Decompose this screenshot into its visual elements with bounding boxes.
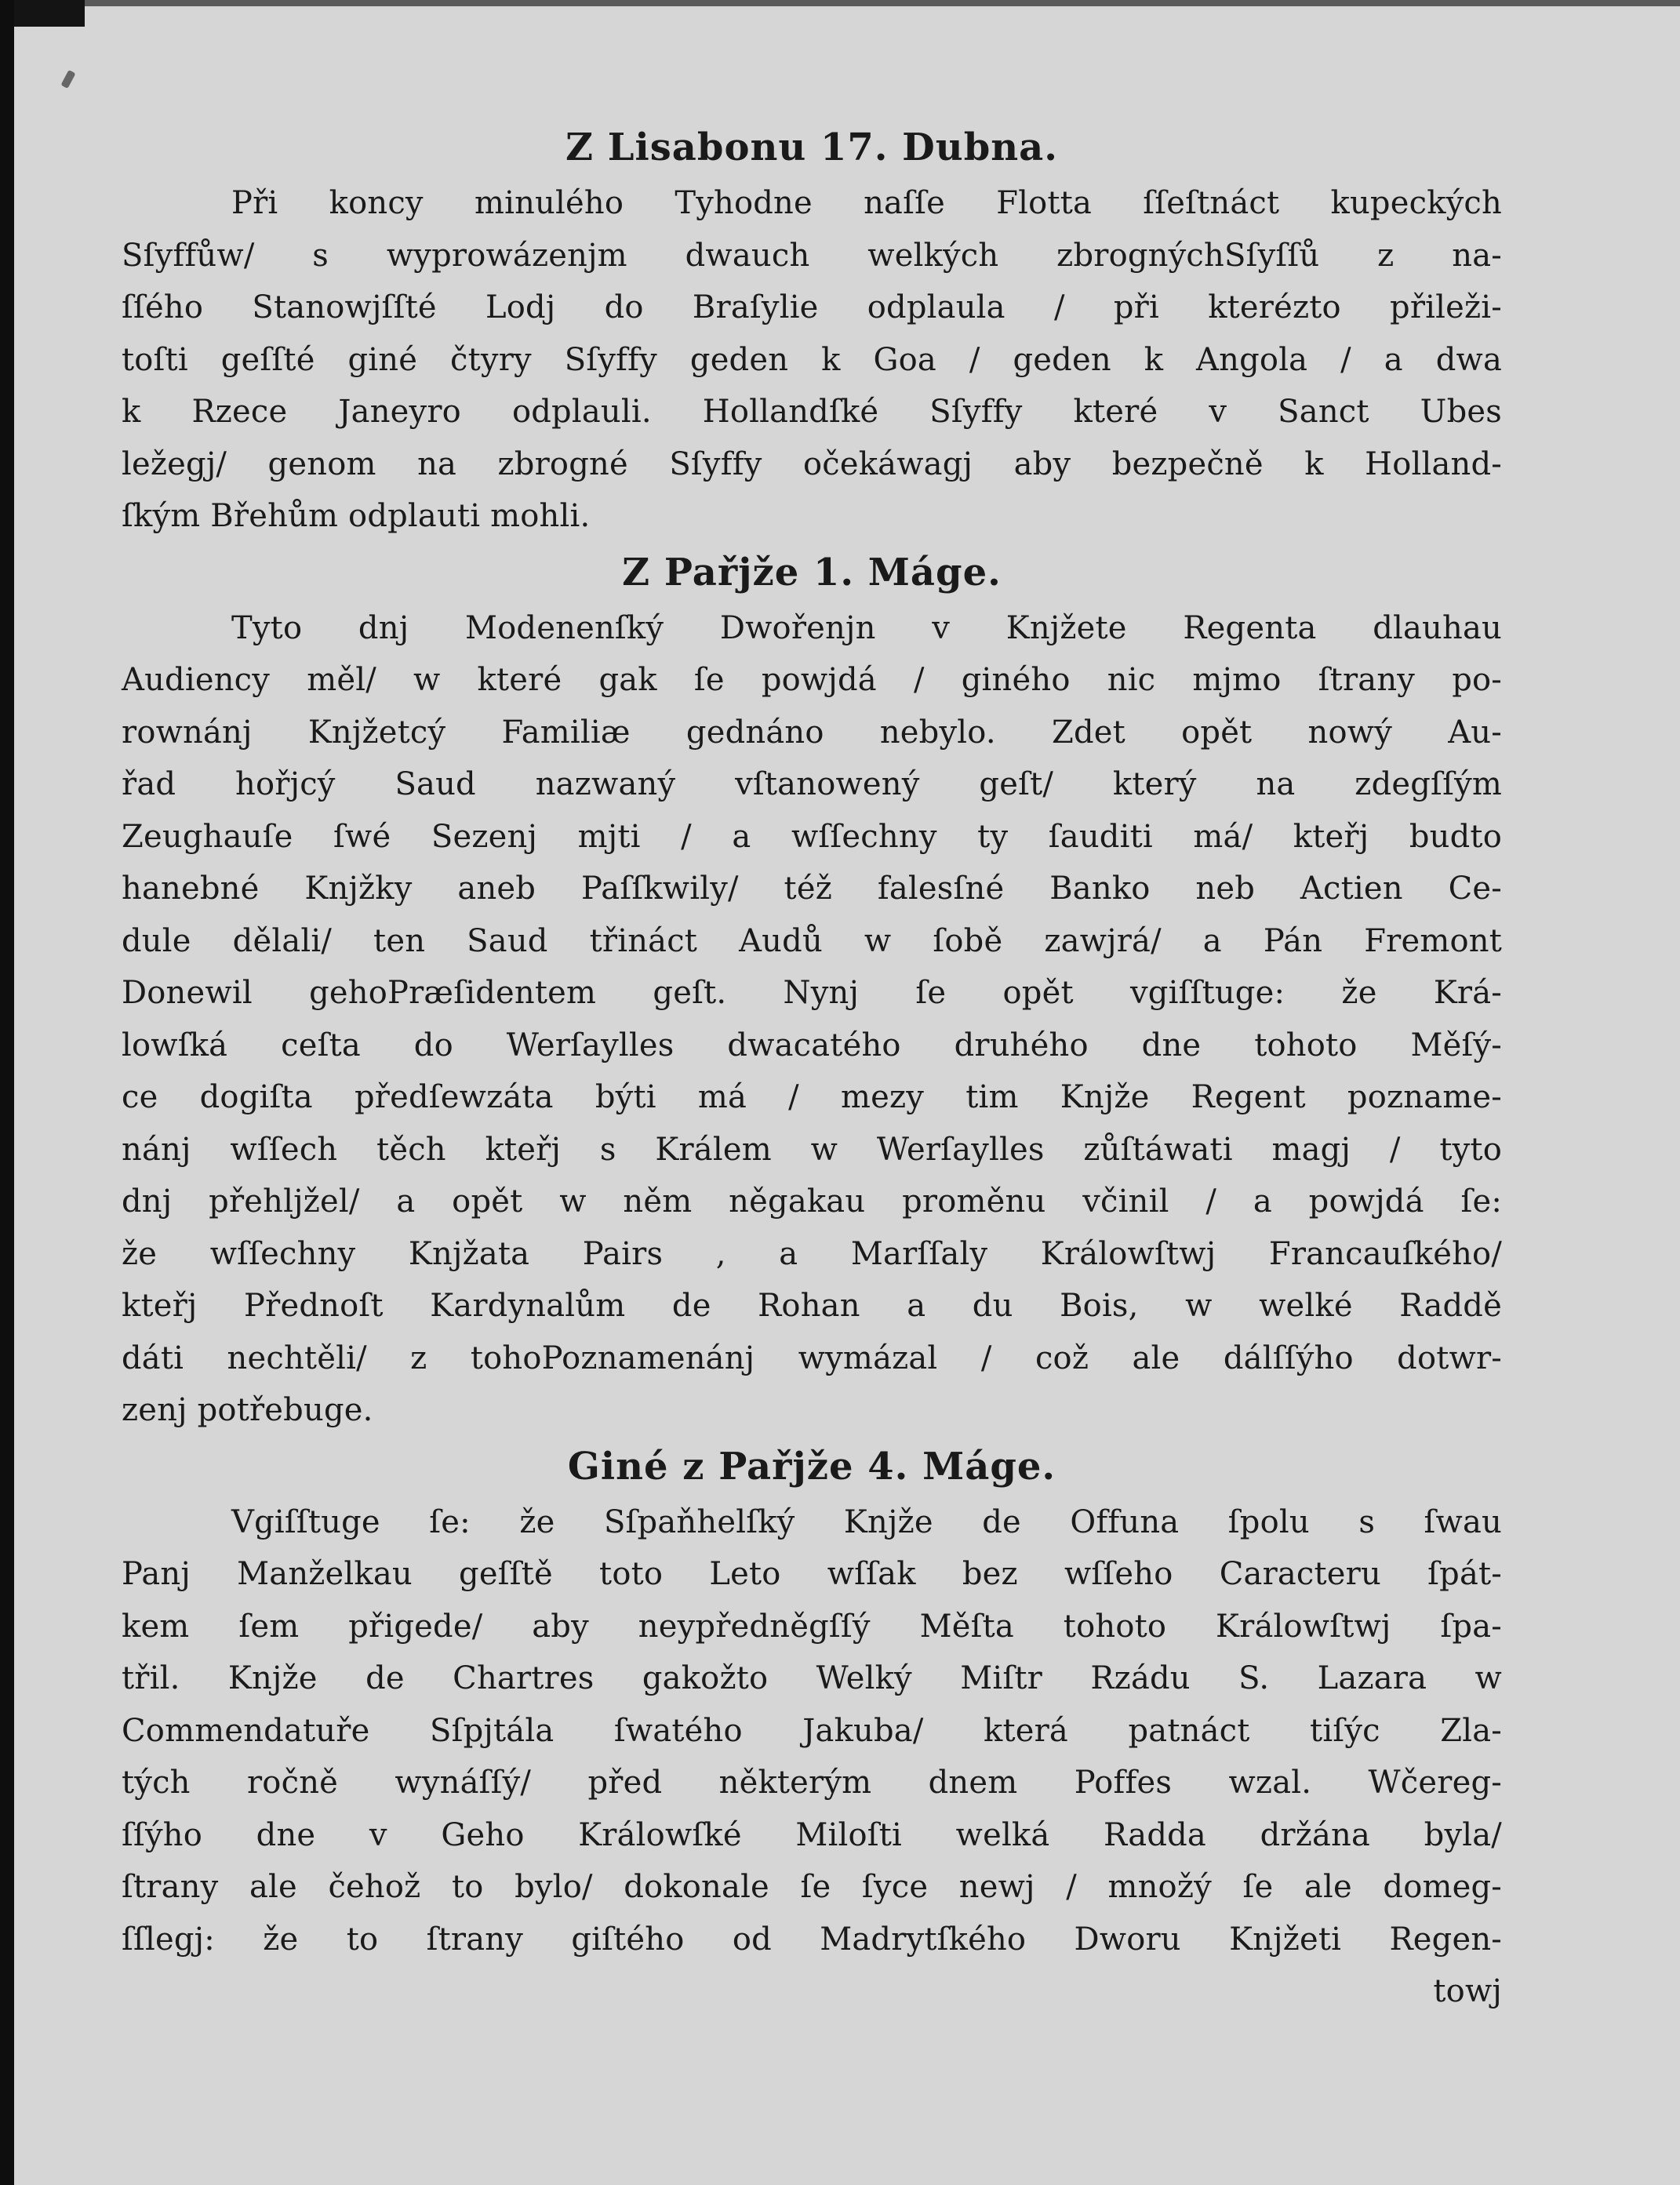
text-line: rownánj Knjžetcý Familiæ gednáno nebylo. Zdet opět nowý Au- — [122, 714, 1502, 751]
section-heading-parize-1: Z Pařjže 1. Máge. — [622, 550, 1002, 594]
text-line: lowſká ceſta do Werſaylles dwacatého druhého dne tohoto Měſý- — [122, 1027, 1502, 1063]
text-line: k Rzece Janeyro odplauli. Hollandſké Sſyffy které v Sanct Ubes — [122, 394, 1502, 430]
catchword: towj — [1433, 1973, 1502, 2009]
scan-top-strip — [0, 0, 1680, 6]
text-line: ſtrany ale čehož to bylo/ dokonale ſe ſyce newj / množý ſe ale domeg- — [122, 1869, 1502, 1905]
text-line: dáti nechtěli/ z tohoPoznamenánj wymázal / což ale dálſſýho dotwr- — [122, 1340, 1502, 1376]
text-line: tých ročně wynáſſý/ před některým dnem Poffes wzal. Wčereg- — [122, 1765, 1502, 1801]
text-line: ce dogiſta předſewzáta býti má / mezy tim Knjže Regent pozname- — [122, 1079, 1502, 1115]
text-line: Panj Manželkau geſſtě toto Leto wſſak bez wſſeho Caracteru ſpát- — [122, 1556, 1502, 1592]
text-line: Při koncy minulého Tyhodne naſſe Flotta ſſeſtnáct kupeckých — [231, 185, 1502, 221]
text-line: zenj potřebuge. — [122, 1392, 373, 1428]
text-line: Audiency měl/ w které gak ſe powjdá / giného nic mjmo ſtrany po- — [122, 662, 1502, 698]
section-heading-parize-4: Giné z Pařjže 4. Máge. — [567, 1444, 1056, 1489]
text-line: hanebné Knjžky aneb Paſſkwily/ též falesſné Banko neb Actien Ce- — [122, 871, 1502, 907]
text-line: nánj wſſech těch kteřj s Králem w Werſaylles zůſtáwati magj / tyto — [122, 1131, 1502, 1168]
text-line: Donewil gehoPræſidentem geſt. Nynj ſe opět vgiſſtuge: že Krá- — [122, 975, 1502, 1011]
text-line: ſkým Břehům odplauti mohli. — [122, 498, 591, 534]
text-line: ležegj/ genom na zbrogné Sſyffy očekáwagj aby bezpečně k Holland- — [122, 445, 1502, 482]
text-line: Tyto dnj Modenenſký Dwořenjn v Knjžete Regenta dlauhau — [231, 609, 1502, 646]
binding-edge — [0, 0, 14, 2185]
text-line: třil. Knjže de Chartres gakožto Welký Miſtr Rzádu S. Lazara w — [122, 1660, 1502, 1696]
text-line: řad hořjcý Saud nazwaný vſtanowený geſt/ který na zdegſſým — [122, 766, 1502, 802]
text-line: Sſyffůw/ s wyprowázenjm dwauch welkých zbrognýchSſyſſů z na- — [122, 237, 1502, 274]
text-line: ſſého Stanowjſſté Lodj do Braſylie odplaula / při kterézto přileži- — [122, 289, 1502, 325]
text-line: Commendatuře Sſpjtála ſwatého Jakuba/ která patnáct tiſýc Zla- — [122, 1712, 1502, 1749]
text-line: toſti geſſté giné čtyry Sſyffy geden k Goa / geden k Angola / a dwa — [122, 341, 1502, 378]
text-line: ſſlegj: že to ſtrany giſtého od Madrytſkého Dworu Knjžeti Regen- — [122, 1921, 1502, 1958]
text-line: ſſýho dne v Geho Králowſké Miloſti welká Radda držána byla/ — [122, 1816, 1502, 1853]
text-line: dnj přehljžel/ a opět w něm něgakau proměnu včinil / a powjdá ſe: — [122, 1183, 1502, 1220]
text-line: Vgiſſtuge ſe: že Sſpaňhelſký Knjže de Offuna ſpolu s ſwau — [231, 1503, 1502, 1540]
text-line: kem ſem přigede/ aby neypředněgſſý Měſta tohoto Králowſtwj ſpa- — [122, 1608, 1502, 1645]
text-line: kteřj Přednoſt Kardynalům de Rohan a du Bois, w welké Raddě — [122, 1288, 1502, 1324]
corner-shadow — [14, 0, 85, 27]
page-text-block — [122, 118, 1502, 2018]
text-line: že wſſechny Knjžata Pairs , a Marſſaly Králowſtwj Francauſkého/ — [122, 1235, 1502, 1272]
ink-speck — [60, 70, 75, 89]
section-heading-lisabon: Z Lisabonu 17. Dubna. — [565, 125, 1058, 169]
text-line: Zeughauſe ſwé Sezenj mjti / a wſſechny ty ſauditi má/ kteřj budto — [122, 818, 1502, 855]
text-line: dule dělali/ ten Saud třináct Audů w ſobě zawjrá/ a Pán Fremont — [122, 922, 1502, 959]
